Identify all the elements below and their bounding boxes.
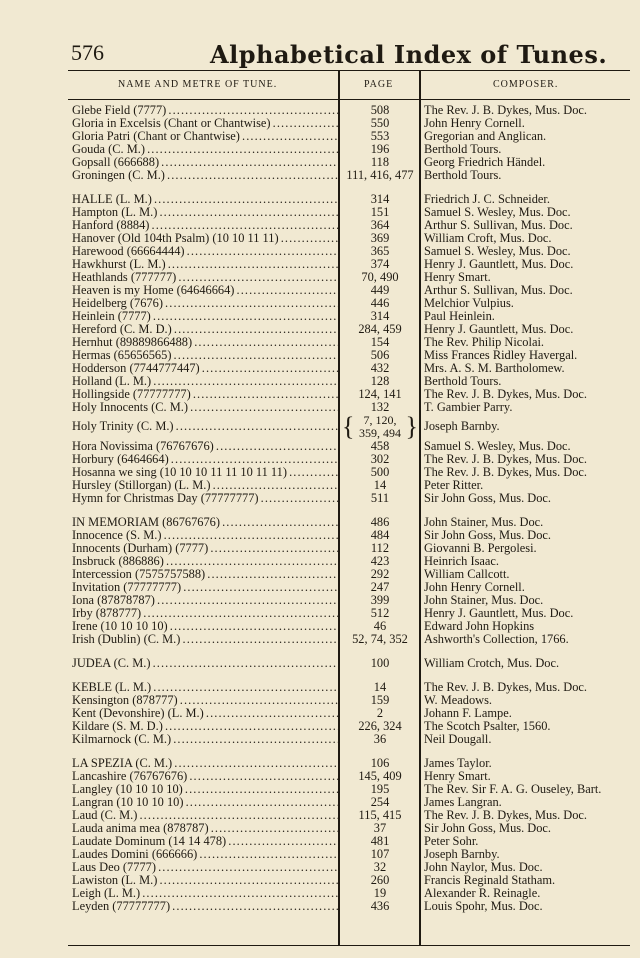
tune-index-table [68, 70, 630, 946]
composer-name: Friedrich J. C. Schneider. [424, 193, 550, 206]
page-numbers: 432 [370, 361, 390, 375]
composer-name: Miss Frances Ridley Havergal. [424, 349, 578, 362]
tune-name: IN MEMORIAM (86767676) . . . [72, 516, 338, 529]
page-numbers: 14 [373, 680, 387, 694]
page-numbers: 118 [370, 155, 390, 169]
table-row [68, 694, 630, 707]
tune-name: Hora Novissima (76767676) . . . [72, 440, 338, 453]
page-numbers: 145, 409 [358, 769, 402, 783]
table-row [68, 104, 630, 117]
page-numbers: 446 [370, 296, 390, 310]
table-row [68, 492, 630, 505]
tune-name: Leyden (77777777) . . . [72, 900, 338, 913]
composer-name: William Crotch, Mus. Doc. [424, 657, 560, 670]
table-row [68, 681, 630, 694]
tune-name: KEBLE (L. M.) . . . [72, 681, 338, 694]
header-rule [68, 99, 630, 100]
page-numbers: 115, 415 [358, 808, 402, 822]
tune-name: Laus Deo (7777) . . . [72, 861, 338, 874]
page-numbers: 484 [370, 528, 390, 542]
tune-name: Holy Innocents (C. M.) . . . [72, 401, 338, 414]
page-numbers: 159 [370, 693, 390, 707]
page-numbers: 486 [370, 515, 390, 529]
page-numbers: 247 [370, 580, 390, 594]
composer-name: The Rev. J. B. Dykes, Mus. Doc. [424, 453, 588, 466]
table-row [68, 542, 630, 555]
composer-name: Alexander R. Reinagle. [424, 887, 541, 900]
composer-name: John Henry Cornell. [424, 117, 525, 130]
composer-name: Ashworth's Collection, 1766. [424, 633, 569, 646]
composer-name: John Stainer, Mus. Doc. [424, 594, 544, 607]
tune-name: Glebe Field (7777) . . . [72, 104, 338, 117]
page-numbers: 365 [370, 244, 390, 258]
table-row [68, 362, 630, 375]
composer-name: Berthold Tours. [424, 143, 502, 156]
composer-name: Henry J. Gauntlett, Mus. Doc. [424, 323, 574, 336]
composer-name: W. Meadows. [424, 694, 493, 707]
page-numbers: 508 [370, 103, 390, 117]
composer-name: Neil Dougall. [424, 733, 492, 746]
table-row [68, 822, 630, 835]
tune-name: Irish (Dublin) (C. M.) . . . [72, 633, 338, 646]
table-row [68, 657, 630, 670]
composer-name: The Rev. J. B. Dykes, Mus. Doc. [424, 104, 588, 117]
page-numbers: 106 [370, 756, 390, 770]
tune-name: Kent (Devonshire) (L. M.) . . . [72, 707, 338, 720]
table-row [68, 193, 630, 206]
table-row [68, 117, 630, 130]
table-row [68, 375, 630, 388]
page-numbers: 364 [370, 218, 390, 232]
tune-name: JUDEA (C. M.) . . . [72, 657, 338, 670]
composer-name: Peter Ritter. [424, 479, 484, 492]
tune-name: Groningen (C. M.) . . . [72, 169, 338, 182]
composer-name: Joseph Barnby. [424, 848, 500, 861]
tune-name: Hernhut (89889866488) . . . [72, 336, 338, 349]
tune-name: Insbruck (886886) . . . [72, 555, 338, 568]
page-numbers: 32 [373, 860, 387, 874]
table-row [68, 770, 630, 783]
table-row [68, 453, 630, 466]
table-row [68, 323, 630, 336]
table-row [68, 594, 630, 607]
table-row [68, 284, 630, 297]
tune-name: Hursley (Stillorgan) (L. M.) . . . [72, 479, 338, 492]
tune-name: Irene (10 10 10 10) . . . [72, 620, 338, 633]
right-brace-icon: } [405, 412, 418, 441]
page-numbers: 107 [370, 847, 390, 861]
composer-name: Sir John Goss, Mus. Doc. [424, 492, 552, 505]
page-numbers: 423 [370, 554, 390, 568]
page-numbers: 195 [370, 782, 390, 796]
composer-name: William Callcott. [424, 568, 510, 581]
composer-name: Heinrich Isaac. [424, 555, 499, 568]
tune-name: Hollingside (77777777) . . . [72, 388, 338, 401]
composer-name: Samuel S. Wesley, Mus. Doc. [424, 440, 571, 453]
table-row [68, 874, 630, 887]
table-row [68, 336, 630, 349]
tune-name: Langran (10 10 10 10) . . . [72, 796, 338, 809]
table-row [68, 130, 630, 143]
composer-name: The Rev. J. B. Dykes, Mus. Doc. [424, 388, 588, 401]
table-row [68, 555, 630, 568]
tune-name: Laudate Dominum (14 14 478) . . . [72, 835, 338, 848]
page-numbers: 302 [370, 452, 390, 466]
table-row [68, 757, 630, 770]
tune-name: Innocents (Durham) (7777) . . . [72, 542, 338, 555]
composer-name: Edward John Hopkins [424, 620, 535, 633]
tune-name: Gouda (C. M.) . . . [72, 143, 338, 156]
page-numbers: 14 [373, 478, 387, 492]
page-numbers: 196 [370, 142, 390, 156]
composer-name: Arthur S. Sullivan, Mus. Doc. [424, 284, 573, 297]
tune-name: Heathlands (777777) . . . [72, 271, 338, 284]
composer-name: T. Gambier Parry. [424, 401, 513, 414]
page-numbers: 19 [373, 886, 387, 900]
table-row [68, 258, 630, 271]
composer-name: Henry Smart. [424, 271, 491, 284]
tune-name: Holy Trinity (C. M.) . . . [72, 420, 338, 433]
tune-name: Hosanna we sing (10 10 10 11 11 10 11 11) . . . [72, 466, 338, 479]
composer-name: Berthold Tours. [424, 169, 502, 182]
tune-name: Iona (87878787) . . . [72, 594, 338, 607]
table-row [68, 388, 630, 401]
composer-name: Melchior Vulpius. [424, 297, 514, 310]
table-row [68, 900, 630, 913]
tune-name: Leigh (L. M.) . . . [72, 887, 338, 900]
table-row [68, 720, 630, 733]
page-numbers: 500 [370, 465, 390, 479]
table-row [68, 297, 630, 310]
composer-name: The Rev. J. B. Dykes, Mus. Doc. [424, 466, 588, 479]
table-row [68, 169, 630, 182]
table-row [68, 887, 630, 900]
composer-name: John Stainer, Mus. Doc. [424, 516, 544, 529]
page-number: 576 [71, 40, 104, 65]
composer-name: Peter Sohr. [424, 835, 479, 848]
table-row [68, 219, 630, 232]
table-row [68, 143, 630, 156]
page-numbers: 374 [370, 257, 390, 271]
header-composer: COMPOSER. [493, 79, 559, 90]
composer-name: The Scotch Psalter, 1560. [424, 720, 551, 733]
composer-name: John Henry Cornell. [424, 581, 525, 594]
tune-name: Intercession (7575757588) . . . [72, 568, 338, 581]
page-numbers: 36 [373, 732, 387, 746]
page-numbers-line-1: 7, 120, [363, 413, 397, 427]
page-numbers: 512 [370, 606, 390, 620]
page-numbers: 128 [370, 374, 390, 388]
page-numbers: 100 [370, 656, 390, 670]
table-row [68, 835, 630, 848]
tune-name: Lawiston (L. M.) . . . [72, 874, 338, 887]
table-row [68, 796, 630, 809]
composer-name: William Croft, Mus. Doc. [424, 232, 552, 245]
composer-name: The Rev. J. B. Dykes, Mus. Doc. [424, 681, 588, 694]
table-row [68, 568, 630, 581]
page-numbers: 226, 324 [358, 719, 402, 733]
page-numbers: 260 [370, 873, 390, 887]
tune-name: Lancashire (76767676) . . . [72, 770, 338, 783]
composer-name: Henry J. Gauntlett, Mus. Doc. [424, 258, 574, 271]
table-row [68, 271, 630, 284]
composer-name: Arthur S. Sullivan, Mus. Doc. [424, 219, 573, 232]
table-row [68, 809, 630, 822]
tune-name: Heidelberg (7676) . . . [72, 297, 338, 310]
table-row [68, 529, 630, 542]
table-row [68, 607, 630, 620]
page-numbers: 506 [370, 348, 390, 362]
page-numbers: 284, 459 [358, 322, 402, 336]
page-numbers: 112 [370, 541, 390, 555]
page-numbers: 481 [370, 834, 390, 848]
page-numbers: 154 [370, 335, 390, 349]
page-numbers: 111, 416, 477 [346, 168, 414, 182]
table-row [68, 310, 630, 323]
composer-name: The Rev. Sir F. A. G. Ouseley, Bart. [424, 783, 602, 796]
table-row [68, 245, 630, 258]
page-numbers: 151 [370, 205, 390, 219]
composer-name: Samuel S. Wesley, Mus. Doc. [424, 206, 571, 219]
tune-name: Heaven is my Home (64646664) . . . [72, 284, 338, 297]
tune-name: LA SPEZIA (C. M.) . . . [72, 757, 338, 770]
table-row [68, 861, 630, 874]
tune-name: Irby (878777) . . . [72, 607, 338, 620]
page-numbers: 70, 490 [361, 270, 399, 284]
page-numbers: 458 [370, 439, 390, 453]
tune-name: Langley (10 10 10 10) . . . [72, 783, 338, 796]
table-row [68, 479, 630, 492]
composer-name: Louis Spohr, Mus. Doc. [424, 900, 543, 913]
tune-name: Lauda anima mea (878787) . . . [72, 822, 338, 835]
page-numbers: 124, 141 [358, 387, 402, 401]
table-row [68, 620, 630, 633]
composer-name: Georg Friedrich Händel. [424, 156, 546, 169]
table-row [68, 783, 630, 796]
page-numbers: 399 [370, 593, 390, 607]
page-title: Alphabetical Index of Tunes. [210, 40, 608, 69]
composer-name: Mrs. A. S. M. Bartholomew. [424, 362, 565, 375]
table-row [68, 466, 630, 479]
tune-name: Invitation (77777777) . . . [72, 581, 338, 594]
table-row [68, 516, 630, 529]
composer-name: Samuel S. Wesley, Mus. Doc. [424, 245, 571, 258]
composer-name: Sir John Goss, Mus. Doc. [424, 822, 552, 835]
composer-name: Johann F. Lampe. [424, 707, 512, 720]
tune-name: Hermas (65656565) . . . [72, 349, 338, 362]
tune-name: Gopsall (666688) . . . [72, 156, 338, 169]
tune-name: Horbury (6464664) . . . [72, 453, 338, 466]
composer-name: Gregorian and Anglican. [424, 130, 547, 143]
page-numbers: 369 [370, 231, 390, 245]
left-brace-icon: { [342, 412, 355, 441]
tune-name: Kilmarnock (C. M.) . . . [72, 733, 338, 746]
tune-name: Harewood (66664444) . . . [72, 245, 338, 258]
page-numbers: 550 [370, 116, 390, 130]
tune-name: Gloria Patri (Chant or Chantwise) . . . [72, 130, 338, 143]
tune-name: Innocence (S. M.) . . . [72, 529, 338, 542]
composer-name: Giovanni B. Pergolesi. [424, 542, 537, 555]
tune-name: Hymn for Christmas Day (77777777) . . . [72, 492, 338, 505]
table-row [68, 633, 630, 646]
tune-name: Kensington (878777) . . . [72, 694, 338, 707]
page-numbers: 449 [370, 283, 390, 297]
table-row [68, 414, 630, 440]
header-page: PAGE [364, 79, 394, 90]
table-row [68, 232, 630, 245]
table-row [68, 206, 630, 219]
composer-name: Henry Smart. [424, 770, 491, 783]
table-row [68, 349, 630, 362]
page-numbers: 436 [370, 899, 390, 913]
tune-name: Hanover (Old 104th Psalm) (10 10 11 11) . . . [72, 232, 338, 245]
table-row [68, 707, 630, 720]
page-numbers: 553 [370, 129, 390, 143]
page-numbers: 314 [370, 309, 390, 323]
page-numbers: 292 [370, 567, 390, 581]
tune-name: Laud (C. M.) . . . [72, 809, 338, 822]
tune-name: Hanford (8884) . . . [72, 219, 338, 232]
page-numbers-line-2: 359, 494 [359, 426, 401, 440]
page-numbers: 254 [370, 795, 390, 809]
tune-name: HALLE (L. M.) . . . [72, 193, 338, 206]
tune-name: Gloria in Excelsis (Chant or Chantwise) . . . [72, 117, 338, 130]
tune-name: Hereford (C. M. D.) . . . [72, 323, 338, 336]
header-name-metre: NAME AND METRE OF TUNE. [118, 79, 278, 90]
page-numbers: 37 [373, 821, 387, 835]
composer-name: Joseph Barnby. [424, 420, 500, 433]
composer-name: Paul Heinlein. [424, 310, 495, 323]
composer-name: John Naylor, Mus. Doc. [424, 861, 543, 874]
page-numbers: 52, 74, 352 [352, 632, 408, 646]
composer-name: James Langran. [424, 796, 502, 809]
page-numbers: 132 [370, 400, 390, 414]
tune-name: Laudes Domini (666666) . . . [72, 848, 338, 861]
table-row [68, 581, 630, 594]
composer-name: Berthold Tours. [424, 375, 502, 388]
tune-name: Hawkhurst (L. M.) . . . [72, 258, 338, 271]
tune-name: Hampton (L. M.) . . . [72, 206, 338, 219]
page-numbers: 46 [373, 619, 387, 633]
composer-name: The Rev. J. B. Dykes, Mus. Doc. [424, 809, 588, 822]
page-numbers: 511 [370, 491, 390, 505]
tune-name: Holland (L. M.) . . . [72, 375, 338, 388]
composer-name: Henry J. Gauntlett, Mus. Doc. [424, 607, 574, 620]
tune-name: Heinlein (7777) . . . [72, 310, 338, 323]
composer-name: The Rev. Philip Nicolai. [424, 336, 544, 349]
composer-name: James Taylor. [424, 757, 492, 770]
table-row [68, 733, 630, 746]
composer-name: Sir John Goss, Mus. Doc. [424, 529, 552, 542]
page-numbers: 2 [376, 706, 384, 720]
composer-name: Francis Reginald Statham. [424, 874, 556, 887]
page-numbers: 314 [370, 192, 390, 206]
table-row [68, 440, 630, 453]
table-row [68, 848, 630, 861]
tune-name: Hodderson (7744777447) . . . [72, 362, 338, 375]
tune-name: Kildare (S. M. D.) . . . [72, 720, 338, 733]
